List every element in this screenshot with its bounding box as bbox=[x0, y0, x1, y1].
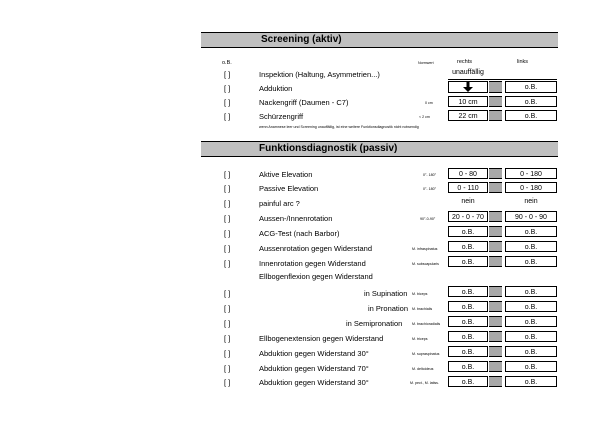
screening-note: wenn Anamnese leer und Screening unauffällig, ist eine weitere Funktionsdiagnostik nicht notwendig bbox=[259, 125, 419, 129]
norm-passive-elevation: 0°- 180° bbox=[423, 187, 437, 191]
checkbox-ellbogenextension[interactable]: [ ] bbox=[224, 334, 231, 343]
row-underline bbox=[448, 79, 557, 80]
separator-cell bbox=[489, 331, 502, 342]
right-value-painful-arc[interactable]: nein bbox=[461, 198, 475, 205]
label-pronation: in Pronation bbox=[368, 304, 409, 313]
separator-cell bbox=[489, 286, 502, 297]
right-value-pronation[interactable]: o.B. bbox=[448, 301, 488, 312]
checkbox-inspektion[interactable]: [ ] bbox=[224, 70, 231, 79]
right-value-aussenrotation-widerstand[interactable]: o.B. bbox=[448, 241, 488, 252]
checkbox-abduktion-70[interactable]: [ ] bbox=[224, 364, 231, 373]
left-value-passive-elevation[interactable]: 0 - 180 bbox=[505, 182, 557, 193]
checkbox-painful-arc[interactable]: [ ] bbox=[224, 199, 231, 208]
checkbox-schuerzengriff[interactable]: [ ] bbox=[224, 112, 231, 121]
right-value-supination[interactable]: o.B. bbox=[448, 286, 488, 297]
norm-aktive-elevation: 0°- 180° bbox=[423, 173, 437, 177]
section-screening-header bbox=[201, 32, 558, 48]
separator-cell bbox=[489, 301, 502, 312]
label-passive-elevation: Passive Elevation bbox=[259, 184, 319, 193]
right-value-ellbogenextension[interactable]: o.B. bbox=[448, 331, 488, 342]
label-schuerzengriff: Schürzengriff bbox=[259, 112, 304, 121]
checkbox-semipronation[interactable]: [ ] bbox=[224, 319, 231, 328]
norm-schuerzengriff: < 2 cm bbox=[419, 115, 430, 119]
right-value-abduktion-30-pect[interactable]: o.B. bbox=[448, 376, 488, 387]
left-value-nackengriff[interactable]: o.B. bbox=[505, 96, 557, 107]
left-value-aussenrotation-widerstand[interactable]: o.B. bbox=[505, 241, 557, 252]
left-value-supination[interactable]: o.B. bbox=[505, 286, 557, 297]
separator-cell bbox=[489, 211, 502, 222]
section-title: Funktionsdiagnostik (passiv) bbox=[259, 143, 398, 154]
label-supination: in Supination bbox=[364, 289, 408, 298]
label-aussen-innenrotation: Aussen-/Innenrotation bbox=[259, 214, 333, 223]
right-value-abduktion-70[interactable]: o.B. bbox=[448, 361, 488, 372]
checkbox-passive-elevation[interactable]: [ ] bbox=[224, 184, 231, 193]
left-value-painful-arc[interactable]: nein bbox=[524, 198, 538, 205]
label-ellbogenflexion: Ellbogenflexion gegen Widerstand bbox=[259, 272, 373, 281]
left-value-semipronation[interactable]: o.B. bbox=[505, 316, 557, 327]
separator-cell bbox=[489, 256, 502, 267]
right-value-passive-elevation[interactable]: 0 - 110 bbox=[448, 182, 488, 193]
right-value-semipronation[interactable]: o.B. bbox=[448, 316, 488, 327]
right-value-nackengriff[interactable]: 10 cm bbox=[448, 96, 488, 107]
checkbox-innenrotation-widerstand[interactable]: [ ] bbox=[224, 259, 231, 268]
left-value-schuerzengriff[interactable]: o.B. bbox=[505, 110, 557, 121]
norm-semipronation: M. brachioradialis bbox=[412, 322, 441, 326]
label-painful-arc: painful arc ? bbox=[259, 199, 300, 208]
label-nackengriff: Nackengriff (Daumen - C7) bbox=[259, 98, 349, 107]
separator-cell bbox=[489, 110, 502, 121]
left-value-abduktion-30[interactable]: o.B. bbox=[505, 346, 557, 357]
separator-cell bbox=[489, 182, 502, 193]
checkbox-pronation[interactable]: [ ] bbox=[224, 304, 231, 313]
label-abduktion-30-pect: Abduktion gegen Widerstand 30° bbox=[259, 378, 369, 387]
ob-header: o.B. bbox=[222, 60, 232, 66]
checkbox-acg-test[interactable]: [ ] bbox=[224, 229, 231, 238]
norm-abduktion-30: M. supraspinatus bbox=[412, 352, 440, 356]
label-ellbogenextension: Ellbogenextension gegen Widerstand bbox=[259, 334, 384, 343]
separator-cell bbox=[489, 316, 502, 327]
right-value-abduktion-30[interactable]: o.B. bbox=[448, 346, 488, 357]
norm-ellbogenextension: M. triceps bbox=[412, 337, 428, 341]
section-funktion-header bbox=[201, 141, 558, 157]
label-adduktion: Adduktion bbox=[259, 84, 293, 93]
section-title: Screening (aktiv) bbox=[261, 34, 342, 45]
left-value-ellbogenextension[interactable]: o.B. bbox=[505, 331, 557, 342]
label-abduktion-70: Abduktion gegen Widerstand 70° bbox=[259, 364, 369, 373]
norm-aussenrotation-widerstand: M. infraspinatus bbox=[412, 247, 438, 251]
right-value-schuerzengriff[interactable]: 22 cm bbox=[448, 110, 488, 121]
separator-cell bbox=[489, 96, 502, 107]
checkbox-adduktion[interactable]: [ ] bbox=[224, 84, 231, 93]
right-value-acg-test[interactable]: o.B. bbox=[448, 226, 488, 237]
right-value-aktive-elevation[interactable]: 0 - 80 bbox=[448, 168, 488, 179]
separator-cell bbox=[489, 346, 502, 357]
col-right-header: rechts bbox=[457, 59, 472, 65]
checkbox-abduktion-30[interactable]: [ ] bbox=[224, 349, 231, 358]
right-value-innenrotation-widerstand[interactable]: o.B. bbox=[448, 256, 488, 267]
separator-cell bbox=[489, 241, 502, 252]
left-value-innenrotation-widerstand[interactable]: o.B. bbox=[505, 256, 557, 267]
separator-cell bbox=[489, 168, 502, 179]
left-value-adduktion[interactable]: o.B. bbox=[505, 81, 557, 93]
col-left-header: links bbox=[517, 59, 529, 65]
left-value-abduktion-30-pect[interactable]: o.B. bbox=[505, 376, 557, 387]
norm-header: Normwert bbox=[418, 61, 434, 65]
left-value-abduktion-70[interactable]: o.B. bbox=[505, 361, 557, 372]
right-value-inspektion[interactable]: unauffällig bbox=[452, 69, 484, 76]
label-inspektion: Inspektion (Haltung, Asymmetrien...) bbox=[259, 70, 380, 79]
separator-cell bbox=[489, 226, 502, 237]
checkbox-nackengriff[interactable]: [ ] bbox=[224, 98, 231, 107]
checkbox-aktive-elevation[interactable]: [ ] bbox=[224, 170, 231, 179]
left-value-aktive-elevation[interactable]: 0 - 180 bbox=[505, 168, 557, 179]
label-semipronation: in Semipronation bbox=[346, 319, 403, 328]
left-value-aussen-innenrotation[interactable]: 90 - 0 - 90 bbox=[505, 211, 557, 222]
norm-abduktion-30-pect: M. pect., M. latiss. bbox=[410, 381, 439, 385]
label-aussenrotation-widerstand: Aussenrotation gegen Widerstand bbox=[259, 244, 372, 253]
separator-cell bbox=[489, 376, 502, 387]
left-value-pronation[interactable]: o.B. bbox=[505, 301, 557, 312]
checkbox-aussenrotation-widerstand[interactable]: [ ] bbox=[224, 244, 231, 253]
separator-cell bbox=[489, 81, 502, 93]
down-arrow-icon bbox=[463, 82, 473, 92]
norm-pronation: M. brachialis bbox=[412, 307, 433, 311]
norm-nackengriff: 0 cm bbox=[425, 101, 433, 105]
left-value-acg-test[interactable]: o.B. bbox=[505, 226, 557, 237]
checkbox-aussen-innenrotation[interactable]: [ ] bbox=[224, 214, 231, 223]
label-acg-test: ACG-Test (nach Barbor) bbox=[259, 229, 340, 238]
right-value-aussen-innenrotation[interactable]: 20 - 0 - 70 bbox=[448, 211, 488, 222]
right-value-adduktion[interactable] bbox=[448, 81, 488, 93]
label-aktive-elevation: Aktive Elevation bbox=[259, 170, 313, 179]
norm-supination: M. biceps bbox=[412, 292, 428, 296]
norm-innenrotation-widerstand: M. subscapularis bbox=[412, 262, 439, 266]
checkbox-supination[interactable]: [ ] bbox=[224, 289, 231, 298]
separator-cell bbox=[489, 361, 502, 372]
norm-abduktion-70: M. deltoideus bbox=[412, 367, 434, 371]
norm-aussen-innenrotation: 90°-0-90° bbox=[420, 217, 436, 221]
label-abduktion-30: Abduktion gegen Widerstand 30° bbox=[259, 349, 369, 358]
label-innenrotation-widerstand: Innenrotation gegen Widerstand bbox=[259, 259, 366, 268]
checkbox-abduktion-30-pect[interactable]: [ ] bbox=[224, 378, 231, 387]
